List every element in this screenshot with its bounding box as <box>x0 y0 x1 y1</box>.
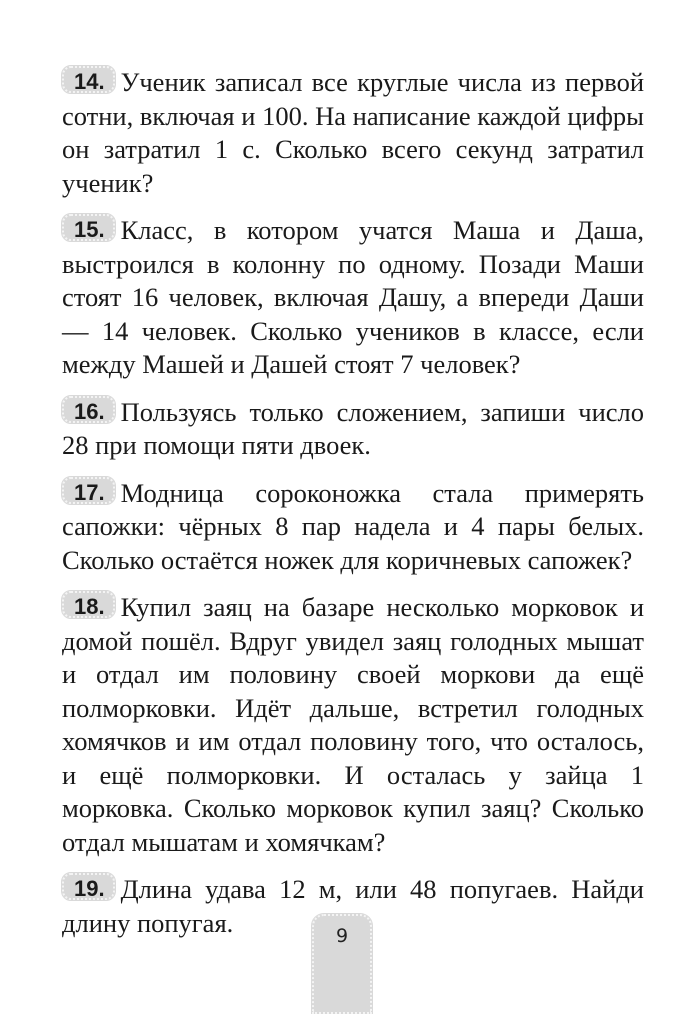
problem-16 <box>62 396 644 463</box>
problem-15 <box>62 214 644 382</box>
problem-body: Длина удава 12 м, или 48 попугаев. Найди длину попугая. <box>62 874 644 938</box>
problem-body: Пользуясь только сложением, запиши число 28 при помощи пяти двоек. <box>62 396 644 460</box>
problem-number-badge: 18. <box>62 591 115 618</box>
problem-number-badge: 17. <box>62 477 115 504</box>
problem-text <box>62 66 644 200</box>
problem-text <box>62 396 644 463</box>
problem-text <box>62 591 644 859</box>
problem-body: Ученик записал все круглые числа из первой сотни, включая и 100. На написание каждой цифры он затратил 1 с. Сколько всего секунд затратил ученик? <box>62 67 644 198</box>
page-number: 9 <box>335 925 349 947</box>
problem-text <box>62 477 644 578</box>
problem-number-badge: 16. <box>62 396 115 423</box>
problem-number-badge: 14. <box>62 66 115 93</box>
problem-body: Класс, в котором учатся Маша и Даша, выстроился в колонну по одному. Позади Маши стоят 16 человек, включая Дашу, а впереди Даши — 14 человек. Сколько учеников в классе, если между Машей и Дашей стоят 7 человек? <box>62 215 644 379</box>
problem-body: Купил заяц на базаре несколько морковок и домой пошёл. Вдруг увидел заяц голодных мышат и отдал им половину своей моркови да ещё полморковки. Идёт дальше, встретил голодных хомячков и им отдал половину того, что осталось, и ещё полморковки. И осталась у зайца 1 морковка. Сколько морковок купил заяц? Сколько отдал мышатам и хомячкам? <box>62 592 644 857</box>
page-number-tab <box>312 914 372 1014</box>
problem-number-badge: 15. <box>62 214 115 241</box>
problem-14 <box>62 66 644 200</box>
problem-18 <box>62 591 644 859</box>
problem-body: Модница сороконожка стала примерять сапожки: чёрных 8 пар надела и 4 пары белых. Сколько остаётся ножек для коричневых сапожек? <box>62 477 644 575</box>
problem-text <box>62 214 644 382</box>
problem-list <box>62 66 644 954</box>
problem-17 <box>62 477 644 578</box>
problem-number-badge: 19. <box>62 873 115 900</box>
